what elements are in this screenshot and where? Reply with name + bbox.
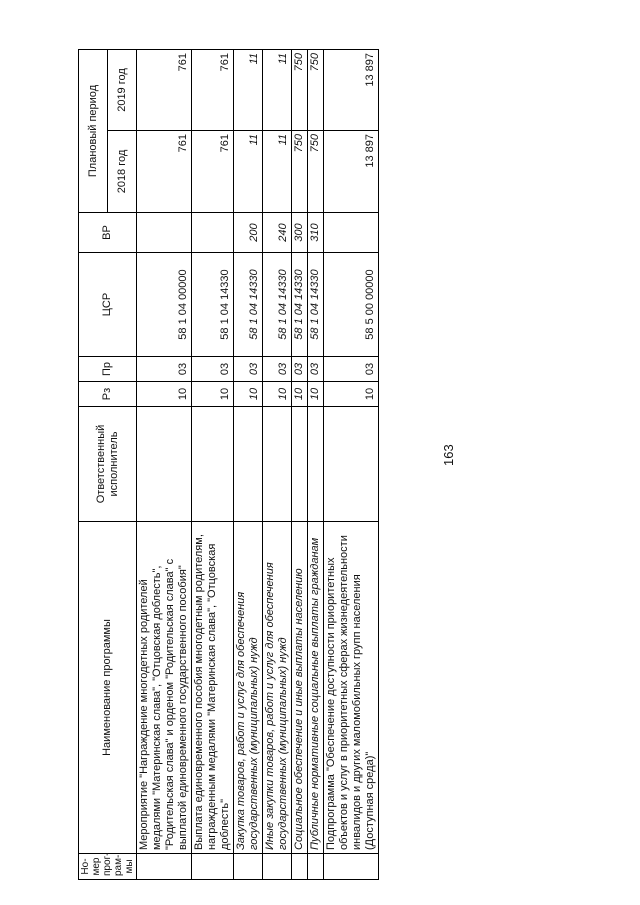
cell-num: [234, 854, 263, 880]
cell-2018: 750: [308, 131, 324, 213]
table-row: [192, 50, 234, 880]
table-body: [137, 50, 379, 880]
cell-2018: 11: [234, 131, 263, 213]
col-pr-header: Пр: [79, 357, 137, 382]
cell-rz: 10: [263, 382, 292, 407]
cell-name: Закупка товаров, работ и услуг для обеспечения государственных (муниципальных) нужд: [234, 522, 263, 854]
cell-pr: 03: [137, 357, 192, 382]
cell-name: Выплата единовременного пособия многодетным родителям, награжденным медалями "Материнская слава", "Отцовская доблесть": [192, 522, 234, 854]
cell-name: Социальное обеспечение и иные выплаты населению: [292, 522, 308, 854]
header-row: [79, 50, 108, 880]
cell-2019: 761: [192, 50, 234, 131]
cell-2018: 750: [292, 131, 308, 213]
cell-num: [292, 854, 308, 880]
cell-vr: 200: [234, 213, 263, 253]
cell-2019: 11: [263, 50, 292, 131]
cell-vr: 310: [308, 213, 324, 253]
col-name-header: Наименование программы: [79, 522, 137, 854]
cell-num: [308, 854, 324, 880]
cell-num: [263, 854, 292, 880]
cell-2018: 761: [192, 131, 234, 213]
cell-vr: [192, 213, 234, 253]
cell-2019: 13 897: [324, 50, 379, 131]
cell-2019: 761: [137, 50, 192, 131]
cell-name: Подпрограмма "Обеспечение доступности приоритетных объектов и услуг в приоритетных сферах жизнедеятельности инвалидов и других маломобильных групп населения (Доступная среда)": [324, 522, 379, 854]
cell-name: Публичные нормативные социальные выплаты гражданам: [308, 522, 324, 854]
cell-2019: 750: [292, 50, 308, 131]
col-2019-header: 2019 год: [108, 50, 137, 131]
col-rz-header: Рз: [79, 382, 137, 407]
cell-pr: 03: [324, 357, 379, 382]
cell-csr: 58 1 04 14330: [292, 253, 308, 357]
cell-vr: [324, 213, 379, 253]
table-row: [292, 50, 308, 880]
cell-2018: 11: [263, 131, 292, 213]
cell-num: [137, 854, 192, 880]
cell-rz: 10: [192, 382, 234, 407]
cell-2018: 761: [137, 131, 192, 213]
table-row: [234, 50, 263, 880]
col-executor-header: Ответственный исполнитель: [79, 407, 137, 522]
cell-name: Мероприятие "Награждение многодетных родителей медалями "Материнская слава", "Отцовская доблесть", "Родительская слава" и орденом "Родительская слава" с выплатой единовременного государственного пособия": [137, 522, 192, 854]
cell-pr: 03: [292, 357, 308, 382]
cell-rz: 10: [292, 382, 308, 407]
cell-executor: [308, 407, 324, 522]
cell-executor: [234, 407, 263, 522]
col-plan-header: Плановый период: [79, 50, 108, 213]
cell-executor: [324, 407, 379, 522]
cell-num: [192, 854, 234, 880]
cell-vr: 240: [263, 213, 292, 253]
cell-csr: 58 5 00 00000: [324, 253, 379, 357]
table-row: [137, 50, 192, 880]
cell-vr: 300: [292, 213, 308, 253]
cell-num: [324, 854, 379, 880]
table-row: [308, 50, 324, 880]
col-num-header: Но-мер прог-рам-мы: [79, 854, 137, 880]
cell-name: Иные закупки товаров, работ и услуг для обеспечения государственных (муниципальных) нужд: [263, 522, 292, 854]
cell-pr: 03: [308, 357, 324, 382]
cell-csr: 58 1 04 14330: [192, 253, 234, 357]
cell-2019: 11: [234, 50, 263, 131]
cell-executor: [137, 407, 192, 522]
page-number: 163: [441, 444, 456, 466]
cell-2019: 750: [308, 50, 324, 131]
cell-executor: [263, 407, 292, 522]
cell-rz: 10: [324, 382, 379, 407]
cell-csr: 58 1 04 00000: [137, 253, 192, 357]
cell-executor: [292, 407, 308, 522]
cell-pr: 03: [192, 357, 234, 382]
cell-csr: 58 1 04 14330: [234, 253, 263, 357]
cell-executor: [192, 407, 234, 522]
budget-table: [78, 49, 379, 880]
cell-rz: 10: [234, 382, 263, 407]
table-row: [263, 50, 292, 880]
col-csr-header: ЦСР: [79, 253, 137, 357]
cell-csr: 58 1 04 14330: [263, 253, 292, 357]
cell-pr: 03: [234, 357, 263, 382]
cell-vr: [137, 213, 192, 253]
col-vr-header: ВР: [79, 213, 137, 253]
cell-rz: 10: [308, 382, 324, 407]
table-row: [324, 50, 379, 880]
col-2018-header: 2018 год: [108, 131, 137, 213]
cell-rz: 10: [137, 382, 192, 407]
cell-2018: 13 897: [324, 131, 379, 213]
cell-pr: 03: [263, 357, 292, 382]
cell-csr: 58 1 04 14330: [308, 253, 324, 357]
